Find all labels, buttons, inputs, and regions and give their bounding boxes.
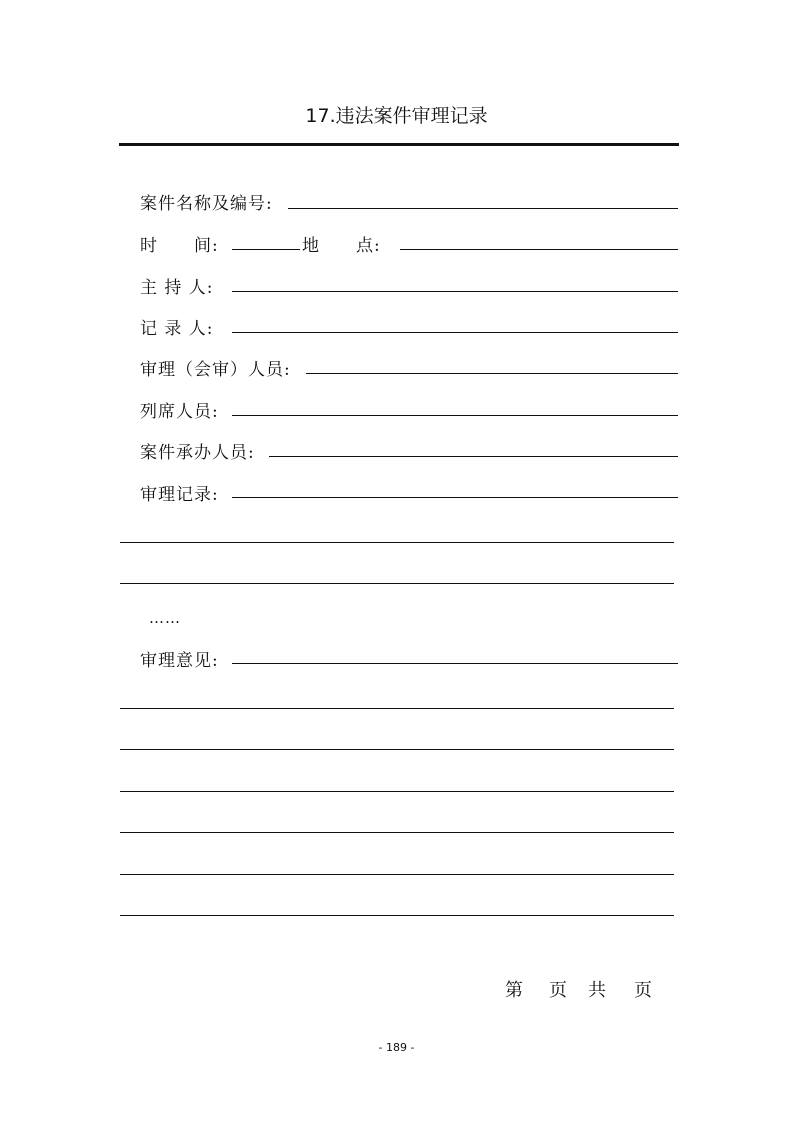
host-label: 主 持 人: xyxy=(140,278,214,298)
review-opinion-line[interactable] xyxy=(120,708,674,709)
review-opinion-label: 审理意见: xyxy=(140,651,219,671)
review-opinion-line[interactable] xyxy=(120,749,674,750)
page-info-gong: 共 xyxy=(588,980,606,1001)
document-title: 17.违法案件审理记录 xyxy=(305,105,488,127)
handlers-line[interactable] xyxy=(269,456,678,457)
review-record-line[interactable] xyxy=(120,542,674,543)
case-name-label: 案件名称及编号: xyxy=(140,194,273,214)
place-line[interactable] xyxy=(400,249,678,250)
attendees-label: 列席人员: xyxy=(140,402,219,422)
case-name-line[interactable] xyxy=(288,208,678,209)
place-label: 地 点: xyxy=(302,236,381,256)
reviewers-line[interactable] xyxy=(306,373,678,374)
page-info-ye: 页 xyxy=(634,980,652,1001)
handlers-label: 案件承办人员: xyxy=(140,443,255,463)
time-line[interactable] xyxy=(232,249,300,250)
review-opinion-line[interactable] xyxy=(120,874,674,875)
recorder-label: 记 录 人: xyxy=(140,319,214,339)
review-record-line[interactable] xyxy=(120,583,674,584)
review-record-line[interactable] xyxy=(232,497,678,498)
page-info-di: 第 xyxy=(505,980,523,1001)
attendees-line[interactable] xyxy=(232,415,678,416)
title-rule xyxy=(119,143,679,146)
review-record-label: 审理记录: xyxy=(140,485,219,505)
page-number: - 189 - xyxy=(378,1041,415,1054)
review-opinion-line[interactable] xyxy=(120,915,674,916)
recorder-line[interactable] xyxy=(232,332,678,333)
review-opinion-line[interactable] xyxy=(120,832,674,833)
time-label: 时 间: xyxy=(140,236,219,256)
ellipsis: …… xyxy=(149,609,181,627)
reviewers-label: 审理（会审）人员: xyxy=(140,360,291,380)
host-line[interactable] xyxy=(232,291,678,292)
review-opinion-line[interactable] xyxy=(120,791,674,792)
review-opinion-line[interactable] xyxy=(232,663,678,664)
page-info-ye: 页 xyxy=(549,980,567,1001)
